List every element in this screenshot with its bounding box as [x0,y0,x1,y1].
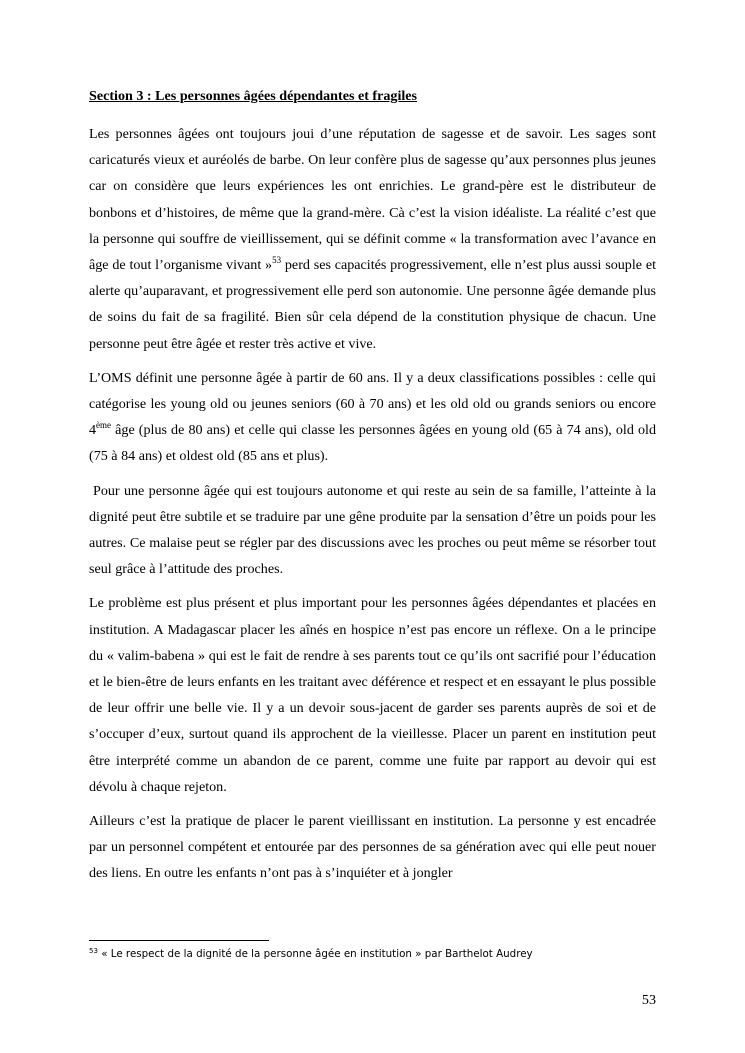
paragraph-1-part-b: perd ses capacités progressivement, elle n’est plus aussi souple et alerte qu’auparavant, et progressivement elle perd son autonomie. Une personne âgée demande plus de soins du fait de sa fragilité. Bien sûr cela dépend de la constitution physique de chacun. Une personne peut être âgée et rester très active et vive. [89,257,656,352]
paragraph-1-part-a: Les personnes âgées ont toujours joui d’une réputation de sagesse et de savoir. Les sages sont caricaturés vieux et auréolés de barbe. On leur confère plus de sagesse qu’aux personnes plus jeunes car on considère que leurs expériences les ont enrichies. Le grand-père est le distributeur de bonbons et d’histoires, de même que la grand-mère. Cà c’est la vision idéaliste. La réalité c’est que la personne qui souffre de vieillissement, qui se définit comme « la transformation avec l’avance en âge de tout l’organisme vivant » [89,126,656,274]
paragraph-3: Pour une personne âgée qui est toujours autonome et qui reste au sein de sa famille, l’atteinte à la dignité peut être subtile et se traduire par une gêne produite par la sensation d’être un poids pour les autres. Ce malaise peut se régler par des discussions avec les proches ou peut même se résorber tout seul grâce à l’attitude des proches. [89,482,656,578]
page-body [89,86,656,895]
section-title: Section 3 : Les personnes âgées dépendantes et fragiles [89,88,418,104]
footnote [89,946,689,962]
page-number: 53 [641,992,656,1008]
footnote-reference[interactable]: 53 [272,255,282,266]
paragraph-5: Ailleurs c’est la pratique de placer le parent vieillissant en institution. La personne y est encadrée par un personnel compétent et entourée par des personnes de sa génération avec qui elle peut nouer des liens. En outre les enfants n’ont pas à s’inquiéter et à jongler [89,813,656,882]
paragraph-2 [89,365,656,470]
footnote-number: 53 [89,947,98,955]
paragraph-2-part-b: âge (plus de 80 ans) et celle qui classe les personnes âgées en young old (65 à 74 ans), old old (75 à 84 ans) et oldest old (85 ans et plus). [89,422,656,465]
footnote-separator [89,940,269,941]
paragraph-2-part-a: L’OMS définit une personne âgée à partir de 60 ans. Il y a deux classifications possibles : celle qui catégorise les young old ou jeunes seniors (60 à 70 ans) et les old old ou grands seniors ou encore 4 [89,369,656,439]
paragraph-1 [89,121,656,357]
paragraph-4: Le problème est plus présent et plus important pour les personnes âgées dépendantes et placées en institution. A Madagascar placer les aînés en hospice n’est pas encore un réflexe. On a le principe du « valim-babena » qui est le fait de rendre à ses parents tout ce qu’ils ont sacrifié pour l’éducation et le bien-être de leurs enfants en les traitant avec déférence et respect et en essayant le plus possible de leur offrir une belle vie. Il y a un devoir sous-jacent de garder ses parents auprès de soi et de s’occuper d’eux, surtout quand ils approchent de la vieillesse. Placer un parent en institution peut être interprété comme un abandon de ce parent, comme une fuite par rapport au devoir qui est dévolu à chaque rejeton. [89,595,656,795]
ordinal-superscript: ème [96,420,112,431]
footnote-text: « Le respect de la dignité de la personne âgée en institution » par Barthelot Audrey [97,948,533,960]
